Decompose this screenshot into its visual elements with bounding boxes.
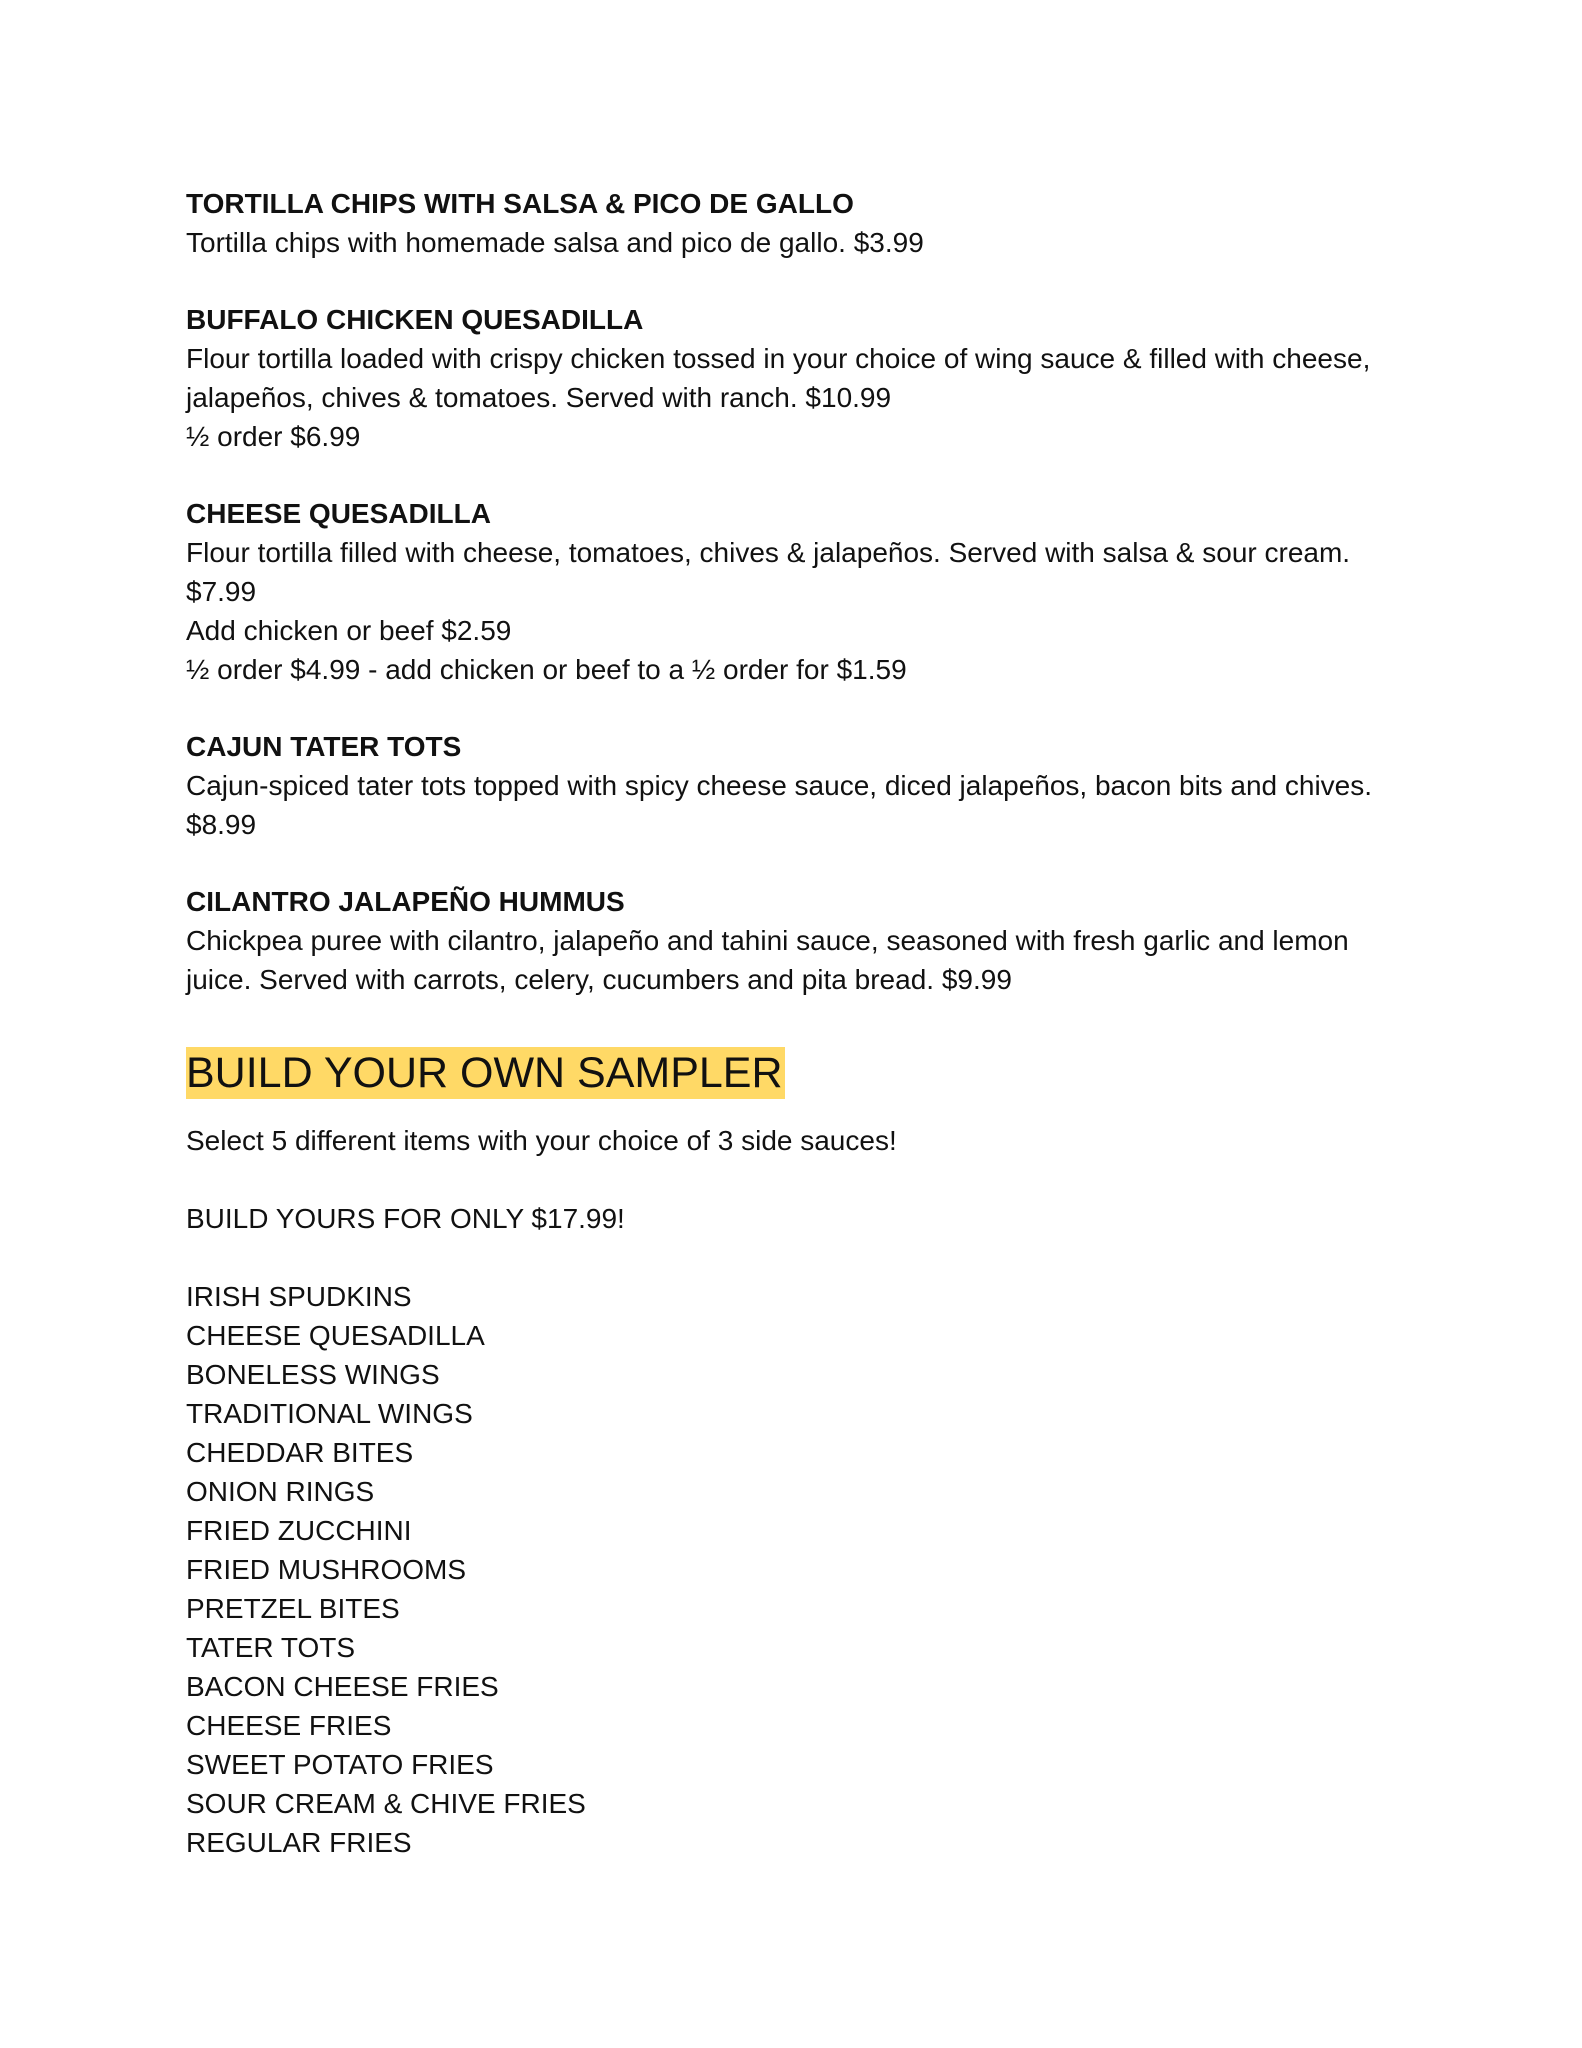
list-item: TRADITIONAL WINGS xyxy=(186,1398,473,1429)
list-item: BACON CHEESE FRIES xyxy=(186,1671,499,1702)
menu-item-cajun-tater-tots xyxy=(186,727,1426,844)
list-item: CHEDDAR BITES xyxy=(186,1437,414,1468)
list-item: FRIED ZUCCHINI xyxy=(186,1515,412,1546)
item-description: Flour tortilla loaded with crispy chicken tossed in your choice of wing sauce & filled with cheese, xyxy=(186,343,1371,374)
menu-item-cilantro-jalapeno-hummus xyxy=(186,882,1426,999)
item-description: jalapeños, chives & tomatoes. Served with ranch. $10.99 xyxy=(186,382,892,413)
list-item: CHEESE FRIES xyxy=(186,1710,392,1741)
list-item: IRISH SPUDKINS xyxy=(186,1281,412,1312)
sampler-options-list xyxy=(186,1277,1426,1862)
item-description: juice. Served with carrots, celery, cucumbers and pita bread. $9.99 xyxy=(186,964,1012,995)
menu-item-tortilla-chips xyxy=(186,184,1426,262)
list-item: ONION RINGS xyxy=(186,1476,375,1507)
list-item: SWEET POTATO FRIES xyxy=(186,1749,494,1780)
list-item: SOUR CREAM & CHIVE FRIES xyxy=(186,1788,586,1819)
item-price: $7.99 xyxy=(186,576,257,607)
list-item: CHEESE QUESADILLA xyxy=(186,1320,485,1351)
item-title: BUFFALO CHICKEN QUESADILLA xyxy=(186,304,644,335)
list-item: PRETZEL BITES xyxy=(186,1593,400,1624)
item-price-option: ½ order $4.99 - add chicken or beef to a ½ order for $1.59 xyxy=(186,654,907,685)
item-title: CILANTRO JALAPEÑO HUMMUS xyxy=(186,886,625,917)
item-title: TORTILLA CHIPS WITH SALSA & PICO DE GALLO xyxy=(186,188,854,219)
sampler-price: BUILD YOURS FOR ONLY $17.99! xyxy=(186,1203,625,1234)
sampler-section xyxy=(186,1037,1426,1862)
list-item: TATER TOTS xyxy=(186,1632,356,1663)
item-price: $8.99 xyxy=(186,809,257,840)
menu-item-buffalo-chicken-quesadilla xyxy=(186,300,1426,456)
item-title: CHEESE QUESADILLA xyxy=(186,498,491,529)
sampler-heading: BUILD YOUR OWN SAMPLER xyxy=(186,1049,783,1097)
list-item: REGULAR FRIES xyxy=(186,1827,412,1858)
menu-item-cheese-quesadilla xyxy=(186,494,1426,689)
list-item: FRIED MUSHROOMS xyxy=(186,1554,466,1585)
item-addon: Add chicken or beef $2.59 xyxy=(186,615,512,646)
item-description: Cajun-spiced tater tots topped with spicy cheese sauce, diced jalapeños, bacon bits and chives. xyxy=(186,770,1373,801)
sampler-intro: Select 5 different items with your choice of 3 side sauces! xyxy=(186,1125,897,1156)
menu-page xyxy=(186,184,1426,1862)
item-description: Chickpea puree with cilantro, jalapeño and tahini sauce, seasoned with fresh garlic and lemon xyxy=(186,925,1349,956)
item-price-option: ½ order $6.99 xyxy=(186,421,361,452)
list-item: BONELESS WINGS xyxy=(186,1359,440,1390)
item-description: Flour tortilla filled with cheese, tomatoes, chives & jalapeños. Served with salsa & sour cream. xyxy=(186,537,1351,568)
item-description: Tortilla chips with homemade salsa and pico de gallo. $3.99 xyxy=(186,227,924,258)
item-title: CAJUN TATER TOTS xyxy=(186,731,462,762)
